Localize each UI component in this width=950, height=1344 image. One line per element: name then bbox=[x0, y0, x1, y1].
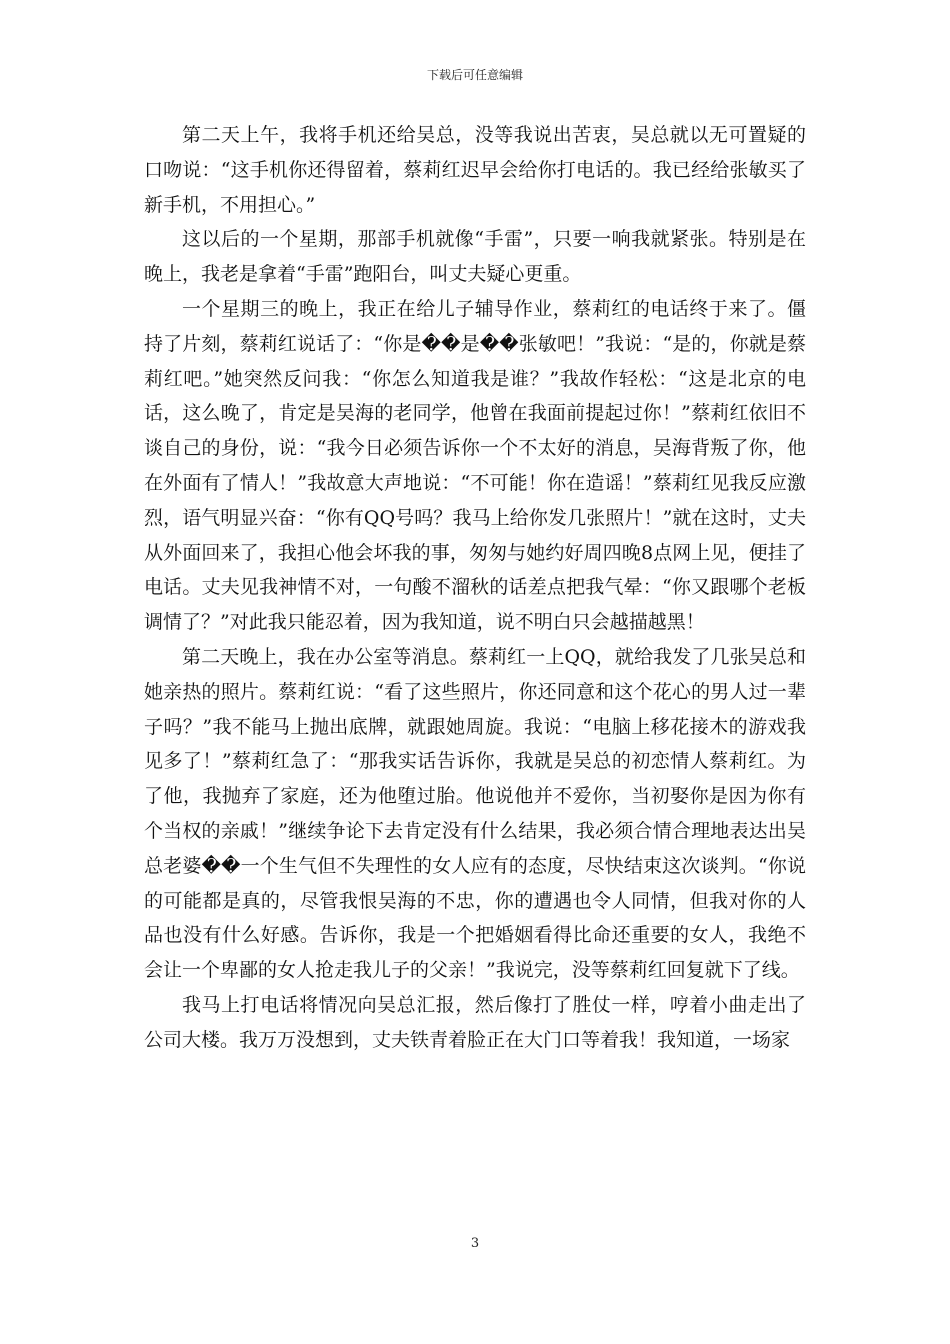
page-number: 3 bbox=[470, 1236, 480, 1251]
paragraph-3: 一个星期三的晚上，我正在给儿子辅导作业，蔡莉红的电话终于来了。僵持了片刻，蔡莉红说话了：“你是��是��张敏吧！”我说：“是的，你就是蔡莉红吧。”她突然反问我：“你怎么知道我是谁？”我故作轻松：“这是北京的电话，这么晚了，肯定是吴海的老同学，他曾在我面前提起过你！”蔡莉红依旧不谈自己的身份，说：“我今日必须告诉你一个不太好的消息，吴海背叛了你，他在外面有了情人！”我故意大声地说：“不可能！你在造谣！”蔡莉红见我反应激烈，语气明显兴奋：“你有QQ号吗？我马上给你发几张照片！”就在这时，丈夫从外面回来了，我担心他会坏我的事，匆匆与她约好周四晚8点网上见，便挂了电话。丈夫见我神情不对，一句酸不溜秋的话差点把我气晕：“你又跟哪个老板调情了？”对此我只能忍着，因为我知道，说不明白只会越描越黑！ bbox=[144, 297, 806, 634]
paragraph-1: 第二天上午，我将手机还给吴总，没等我说出苦衷，吴总就以无可置疑的口吻说：“这手机你还得留着，蔡莉红迟早会给你打电话的。我已经给张敏买了新手机，不用担心。” bbox=[144, 124, 806, 216]
page-header: 下载后可任意编辑 bbox=[426, 68, 523, 82]
paragraph-2: 这以后的一个星期，那部手机就像“手雷”，只要一响我就紧张。特别是在晚上，我老是拿着“手雷”跑阳台，叫丈夫疑心更重。 bbox=[144, 228, 806, 286]
body-text bbox=[144, 118, 806, 1058]
paragraph-5: 我马上打电话将情况向吴总汇报，然后像打了胜仗一样，哼着小曲走出了公司大楼。我万万没想到，丈夫铁青着脸正在大门口等着我！我知道，一场家 bbox=[144, 993, 806, 1051]
paragraph-4: 第二天晚上，我在办公室等消息。蔡莉红一上QQ，就给我发了几张吴总和她亲热的照片。蔡莉红说：“看了这些照片，你还同意和这个花心的男人过一辈子吗？”我不能马上抛出底牌，就跟她周旋。我说：“电脑上移花接木的游戏我见多了！”蔡莉红急了：“那我实话告诉你，我就是吴总的初恋情人蔡莉红。为了他，我抛弃了家庭，还为他堕过胎。他说他并不爱你，当初娶你是因为你有个当权的亲戚！”继续争论下去肯定没有什么结果，我必须合情合理地表达出吴总老婆��一个生气但不失理性的女人应有的态度，尽快结束这次谈判。“你说的可能都是真的，尽管我恨吴海的不忠，你的遭遇也令人同情，但我对你的人品也没有什么好感。告诉你，我是一个把婚姻看得比命还重要的女人，我绝不会让一个卑鄙的女人抢走我儿子的父亲！”我说完，没等蔡莉红回复就下了线。 bbox=[144, 645, 806, 982]
